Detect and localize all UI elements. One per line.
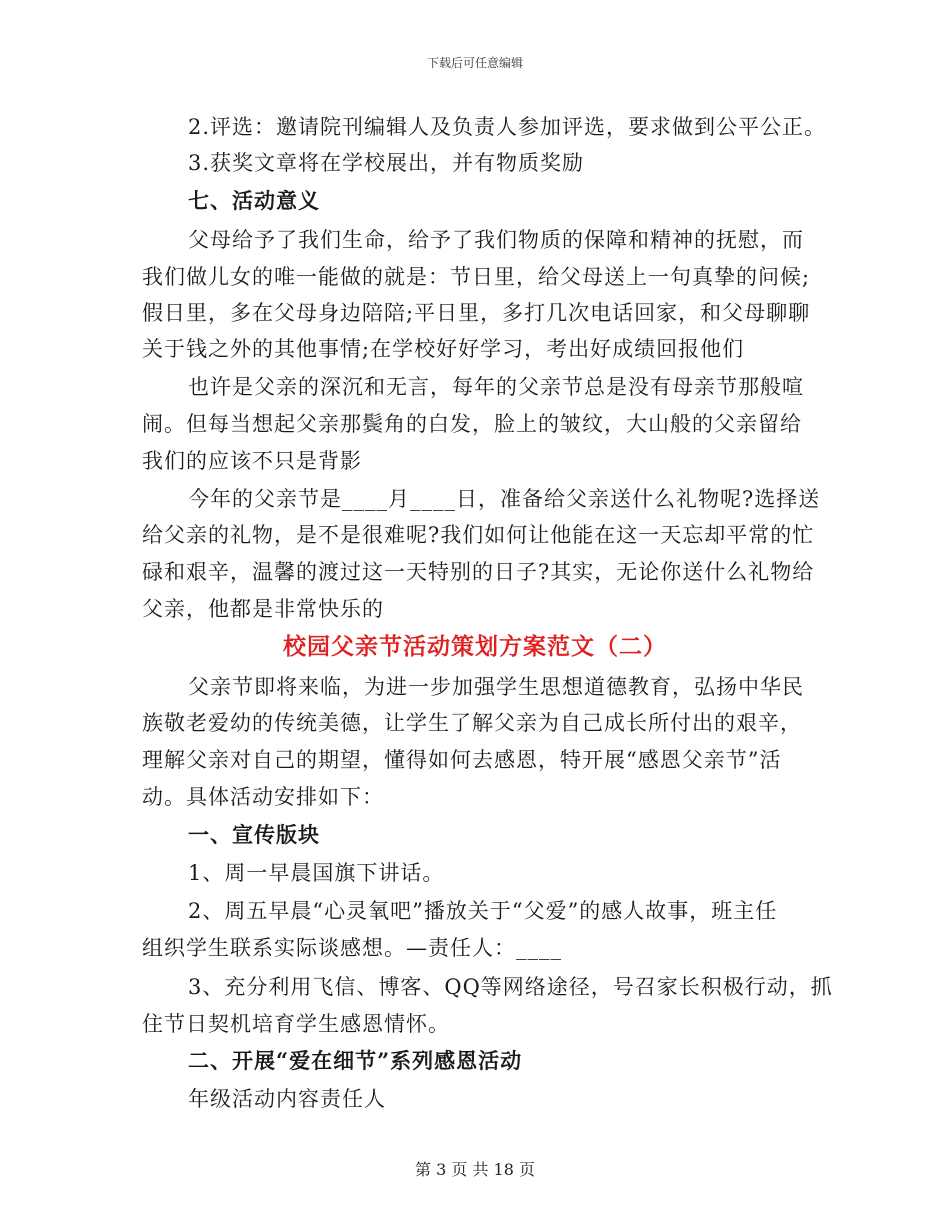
paragraph-line: 父母给予了我们生命，给予了我们物质的保障和精神的抚慰，而 [188, 228, 804, 252]
paragraph-line: 碌和艰辛，温馨的渡过这一天特别的日子?其实，无论你送什么礼物给 [142, 560, 815, 584]
paragraph-line: 父亲节即将来临，为进一步加强学生思想道德教育，弘扬中华民 [188, 675, 804, 699]
list-item: 组织学生联系实际谈感想。—责任人：____ [142, 936, 562, 960]
list-item: 2、周五早晨“心灵氧吧”播放关于“父爱”的感人故事，班主任 [188, 899, 778, 923]
paragraph-line: 关于钱之外的其他事情;在学校好好学习，考出好成绩回报他们 [142, 337, 745, 361]
paragraph-line: 给父亲的礼物，是不是很难呢?我们如何让他能在这一天忘却平常的忙 [142, 523, 815, 547]
paragraph-line: 动。具体活动安排如下： [142, 785, 384, 809]
paragraph-line: 年级活动内容责任人 [188, 1087, 386, 1111]
section-heading: 二、开展“爱在细节”系列感恩活动 [188, 1048, 523, 1073]
section-heading: 一、宣传版块 [188, 822, 320, 847]
paragraph-line: 3.获奖文章将在学校展出，并有物质奖励 [188, 151, 585, 175]
list-item: 3、充分利用飞信、博客、QQ等网络途径，号召家长积极行动，抓 [188, 975, 833, 999]
section-heading: 七、活动意义 [188, 188, 320, 213]
paragraph-line: 父亲，他都是非常快乐的 [142, 597, 384, 621]
paragraph-line: 族敬老爱幼的传统美德，让学生了解父亲为自己成长所付出的艰辛， [142, 711, 802, 735]
paragraph-line: 今年的父亲节是____月____日，准备给父亲送什么礼物呢?选择送 [188, 487, 821, 511]
list-item: 1、周一早晨国旗下讲话。 [188, 861, 445, 885]
paragraph-line: 我们的应该不只是背影 [142, 449, 362, 473]
paragraph-line: 2.评选：邀请院刊编辑人及负责人参加评选，要求做到公平公正。 [188, 115, 827, 139]
list-item: 住节日契机培育学生感恩情怀。 [142, 1012, 450, 1036]
page-number-footer: 第 3 页 共 18 页 [415, 1160, 535, 1179]
section-title: 校园父亲节活动策划方案范文（二） [283, 633, 667, 660]
paragraph-line: 理解父亲对自己的期望，懂得如何去感恩，特开展“感恩父亲节”活 [142, 748, 782, 772]
paragraph-line: 假日里，多在父母身边陪陪;平日里，多打几次电话回家，和父母聊聊 [142, 301, 811, 325]
paragraph-line: 我们做儿女的唯一能做的就是：节日里，给父母送上一句真挚的问候; [142, 265, 811, 289]
page-header-note: 下载后可任意编辑 [426, 56, 523, 70]
paragraph-line: 闹。但每当想起父亲那鬓角的白发，脸上的皱纹，大山般的父亲留给 [142, 412, 802, 436]
paragraph-line: 也许是父亲的深沉和无言，每年的父亲节总是没有母亲节那般喧 [188, 375, 804, 399]
